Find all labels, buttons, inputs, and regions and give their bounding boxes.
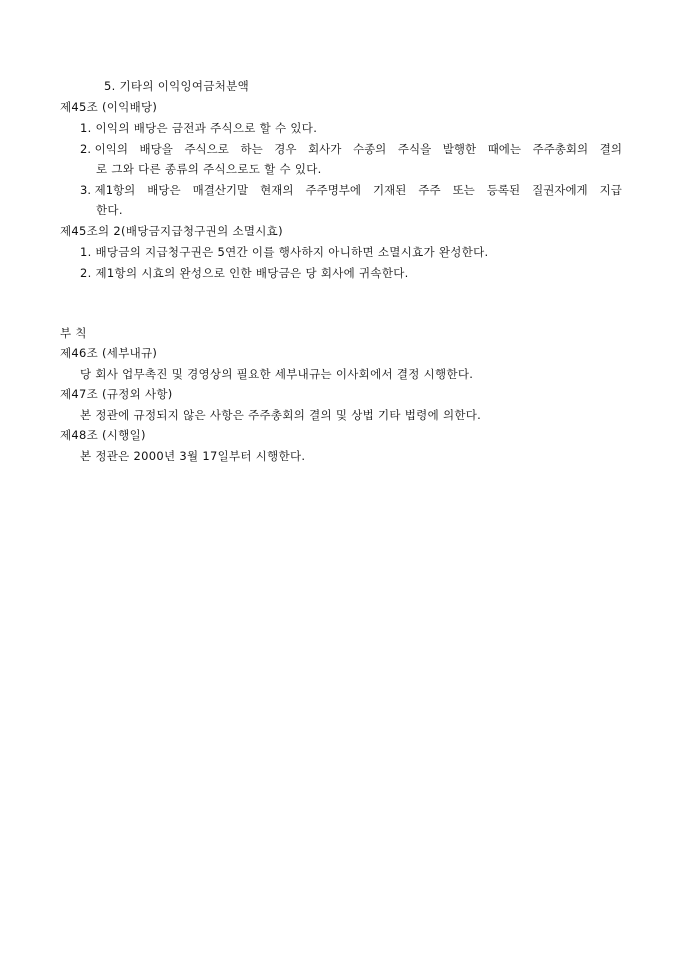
word: 경우: [274, 142, 297, 156]
word: 주주: [418, 183, 441, 197]
word: 배당은: [147, 183, 181, 197]
article-45-item-1: 1. 이익의 배당은 금전과 주식으로 할 수 있다.: [80, 121, 318, 135]
article-45-item-2-line-1: [80, 139, 622, 159]
word: 배당을: [139, 142, 173, 156]
article-45-2-title: 제45조의 2(배당금지급청구권의 소멸시효): [60, 224, 283, 238]
word: 주식으로: [184, 142, 229, 156]
appendix-title: 부 칙: [60, 326, 87, 340]
article-45-2-item-1: 1. 배당금의 지급청구권은 5연간 이를 행사하지 아니하면 소멸시효가 완성한다.: [80, 245, 489, 259]
article-46-body: 당 회사 업무촉진 및 경영상의 필요한 세부내규는 이사회에서 결정 시행한다.: [80, 367, 474, 381]
article-45-title: 제45조 (이익배당): [60, 100, 158, 114]
word: 주주명부에: [305, 183, 362, 197]
word: 발행한: [442, 142, 477, 156]
article-45-item-3-line-1: [80, 180, 622, 200]
word: 질권자에게: [532, 183, 588, 197]
word: 지급: [599, 183, 622, 197]
article-47-title: 제47조 (규정외 사항): [60, 387, 173, 401]
word: 매결산기말: [192, 183, 249, 197]
article-48-title: 제48조 (시행일): [60, 428, 146, 442]
word: 기재된: [373, 183, 407, 197]
word: 주식을: [397, 142, 432, 156]
article-46-title: 제46조 (세부내규): [60, 346, 158, 360]
word: 2. 이익의: [80, 142, 128, 156]
word: 등록된: [486, 183, 521, 197]
article-45-2-item-2: 2. 제1항의 시효의 완성으로 인한 배당금은 당 회사에 귀속한다.: [80, 266, 409, 280]
word: 수종의: [352, 142, 387, 156]
word: 결의: [599, 142, 622, 156]
article-45-item-3-line-2: 한다.: [96, 203, 123, 217]
article-47-body: 본 정관에 규정되지 않은 사항은 주주총회의 결의 및 상법 기타 법령에 의한다.: [80, 408, 482, 422]
word: 주주총회의: [532, 142, 589, 156]
article-45-item-2-line-2: 로 그와 다른 종류의 주식으로도 할 수 있다.: [96, 162, 322, 176]
word: 회사가: [308, 142, 342, 156]
word: 3. 제1항의: [80, 183, 136, 197]
word: 현재의: [260, 183, 294, 197]
item-5-text: 5. 기타의 이익잉여금처분액: [104, 79, 249, 93]
word: 또는: [452, 183, 475, 197]
word: 때에는: [487, 142, 522, 156]
article-48-body: 본 정관은 2000년 3월 17일부터 시행한다.: [80, 449, 306, 463]
word: 하는: [240, 142, 263, 156]
